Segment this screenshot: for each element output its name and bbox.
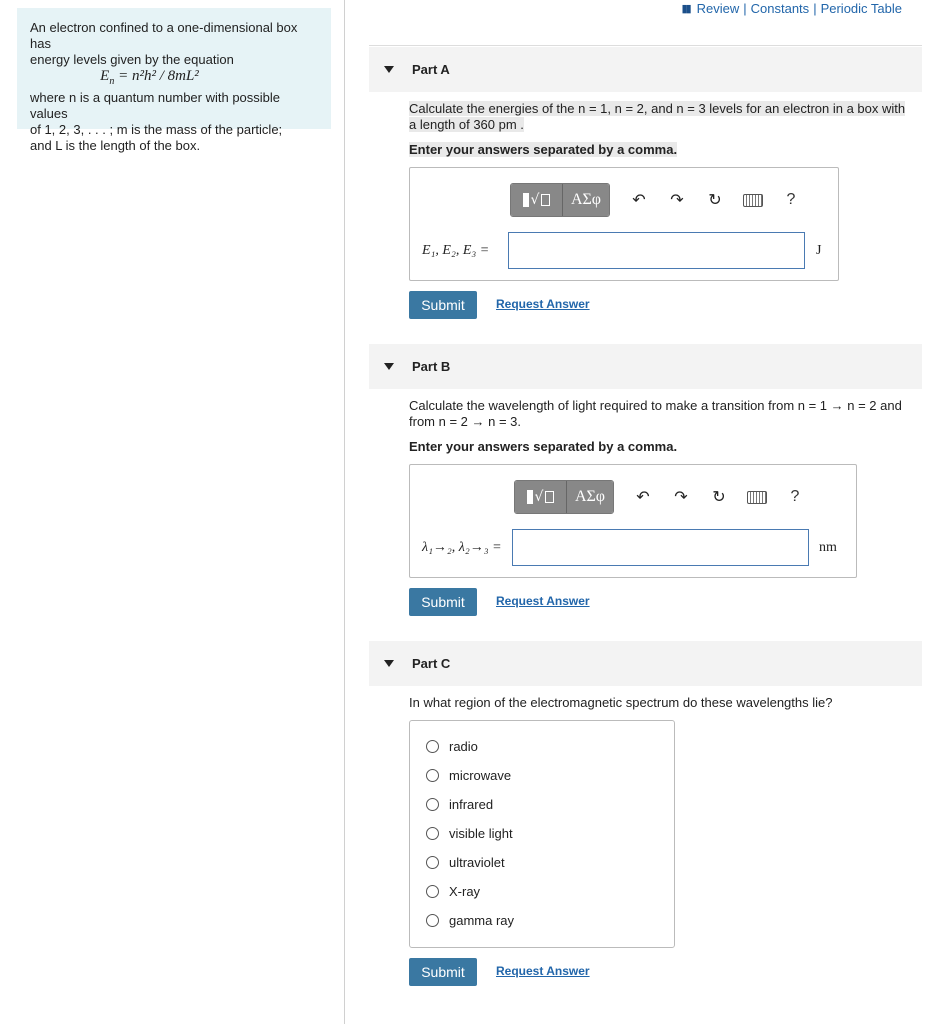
part-b-submit-button[interactable]: Submit	[409, 588, 477, 616]
problem-intro	[17, 8, 331, 153]
greek-symbols-button[interactable]: ΑΣφ	[563, 184, 609, 216]
energy-unit: J	[816, 243, 822, 258]
link-separator: |	[743, 1, 747, 16]
radio-button[interactable]	[426, 856, 439, 869]
template-button-group	[510, 183, 610, 217]
review-link[interactable]: Review	[696, 1, 740, 16]
keyboard-icon[interactable]	[734, 194, 772, 207]
choice-gamma-ray[interactable]: gamma ray	[426, 913, 514, 928]
radio-button[interactable]	[426, 885, 439, 898]
keyboard-icon[interactable]	[738, 491, 776, 504]
spectrum-choices	[409, 720, 675, 948]
part-b-instruction: Enter your answers separated by a comma.	[409, 439, 678, 454]
help-icon[interactable]: ?	[786, 191, 796, 208]
part-a-title: Part A	[412, 62, 450, 77]
collapse-triangle-icon	[384, 363, 394, 370]
choice-ultraviolet[interactable]: ultraviolet	[426, 855, 505, 870]
part-b-question: Calculate the wavelength of light required to make a transition from n = 1 → n = 2 and from n = 2 → n = 3.	[409, 398, 902, 429]
energy-answer-input[interactable]	[508, 232, 805, 269]
part-a-request-answer-link[interactable]: Request Answer	[496, 297, 590, 311]
part-a-submit-button[interactable]: Submit	[409, 291, 477, 319]
templates-button[interactable]: √	[511, 184, 563, 216]
part-a-instruction: Enter your answers separated by a comma.	[409, 142, 678, 157]
help-icon[interactable]: ?	[790, 488, 800, 505]
periodic-table-link[interactable]: Periodic Table	[820, 1, 902, 16]
part-b-title: Part B	[412, 359, 451, 374]
radio-button[interactable]	[426, 740, 439, 753]
choice-x-ray[interactable]: X-ray	[426, 884, 480, 899]
math-toolbar	[514, 480, 814, 514]
wavelength-unit: nm	[819, 540, 837, 555]
redo-icon[interactable]: ↷	[670, 192, 684, 209]
choice-microwave[interactable]: microwave	[426, 768, 511, 783]
undo-icon[interactable]: ↶	[632, 192, 646, 209]
wavelength-input-label: λ₁→₂, λ₂→₃ =	[422, 540, 502, 555]
collapse-triangle-icon	[384, 66, 394, 73]
part-b-answer-box	[409, 464, 857, 578]
energy-input-label: E₁, E₂, E₃ =	[422, 243, 490, 258]
intro-line: where n is a quantum number with possible values	[30, 90, 281, 121]
part-c-request-answer-link[interactable]: Request Answer	[496, 964, 590, 978]
choice-radio[interactable]: radio	[426, 739, 478, 754]
part-a-header[interactable]	[369, 47, 922, 92]
energy-equation: $E_n = n^2h^2 / 8mL^2$	[100, 68, 199, 87]
wavelength-answer-input[interactable]	[512, 529, 809, 566]
constants-link[interactable]: Constants	[750, 1, 810, 16]
part-c-question: In what region of the electromagnetic spectrum do these wavelengths lie?	[409, 695, 833, 710]
choice-infrared[interactable]: infrared	[426, 797, 493, 812]
part-c-header[interactable]	[369, 641, 922, 686]
part-a-answer-box	[409, 167, 839, 281]
intro-line: An electron confined to a one-dimensional box has	[30, 20, 298, 51]
templates-button[interactable]: √	[515, 481, 567, 513]
intro-line: and L is the length of the box.	[30, 138, 201, 153]
intro-line: of 1, 2, 3, . . . ; m is the mass of the particle;	[30, 122, 283, 137]
radio-button[interactable]	[426, 914, 439, 927]
part-c-title: Part C	[412, 656, 451, 671]
top-links	[682, 1, 902, 16]
radio-button[interactable]	[426, 827, 439, 840]
intro-line: energy levels given by the equation	[30, 52, 234, 67]
undo-icon[interactable]: ↶	[636, 489, 650, 506]
collapse-triangle-icon	[384, 660, 394, 667]
part-a-question: Calculate the energies of the n = 1, n = 2, and n = 3 levels for an electron in a box with a length of 360 pm .	[409, 101, 906, 132]
choice-visible-light[interactable]: visible light	[426, 826, 513, 841]
top-divider	[369, 45, 922, 46]
radio-button[interactable]	[426, 798, 439, 811]
part-b-header[interactable]	[369, 344, 922, 389]
link-separator: |	[813, 1, 817, 16]
math-toolbar	[510, 183, 810, 217]
panel-divider	[344, 0, 345, 1024]
greek-symbols-button[interactable]: ΑΣφ	[567, 481, 613, 513]
part-c-submit-button[interactable]: Submit	[409, 958, 477, 986]
redo-icon[interactable]: ↷	[674, 489, 688, 506]
radio-button[interactable]	[426, 769, 439, 782]
reset-icon[interactable]: ↻	[712, 489, 726, 506]
reset-icon[interactable]: ↻	[708, 192, 722, 209]
part-b-request-answer-link[interactable]: Request Answer	[496, 594, 590, 608]
book-icon: ▮▮	[681, 3, 690, 15]
template-button-group	[514, 480, 614, 514]
